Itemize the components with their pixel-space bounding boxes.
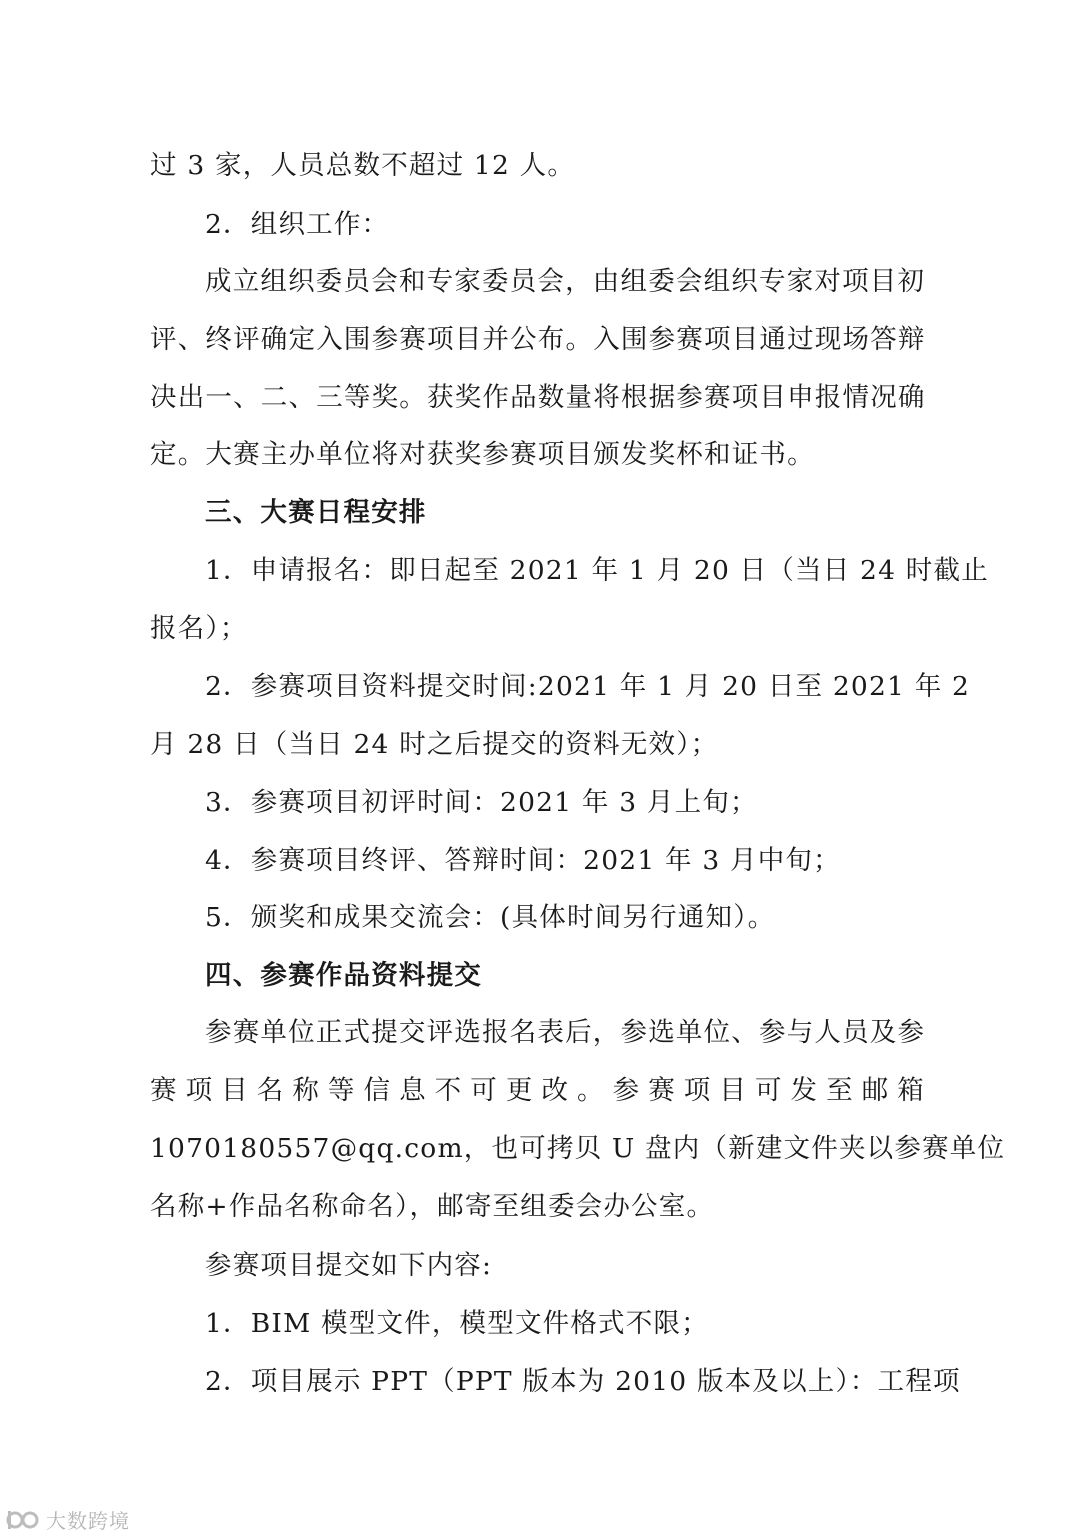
paragraph-line: 评、终评确定入围参赛项目并公布。入围参赛项目通过现场答辩: [150, 324, 926, 355]
schedule-item: 4．参赛项目终评、答辩时间：2021 年 3 月中旬；: [205, 845, 841, 876]
section-item-organization: 2．组织工作：: [205, 209, 390, 240]
watermark: [6, 1505, 130, 1534]
watermark-logo-icon: [6, 1507, 42, 1533]
paragraph-line: 参赛项目提交如下内容:: [205, 1250, 493, 1281]
schedule-item-continuation: 报名）；: [150, 613, 248, 644]
section-heading-schedule: 三、大赛日程安排: [205, 497, 427, 528]
schedule-item: 3．参赛项目初评时间：2021 年 3 月上旬；: [205, 787, 758, 818]
paragraph-line: 定。大赛主办单位将对获奖参赛项目颁发奖杯和证书。: [150, 439, 815, 470]
paragraph-line: 参赛单位正式提交评选报名表后，参选单位、参与人员及参: [205, 1017, 926, 1048]
schedule-item: 2．参赛项目资料提交时间:2021 年 1 月 20 日至 2021 年 2: [205, 671, 971, 702]
submission-item: 1．BIM 模型文件，模型文件格式不限；: [205, 1308, 709, 1339]
paragraph-line: 决出一、二、三等奖。获奖作品数量将根据参赛项目申报情况确: [150, 382, 926, 413]
schedule-item-continuation: 月 28 日（当日 24 时之后提交的资料无效）；: [150, 729, 719, 760]
submission-item: 2．项目展示 PPT（PPT 版本为 2010 版本及以上）：工程项: [205, 1366, 961, 1397]
section-heading-submission: 四、参赛作品资料提交: [205, 960, 482, 991]
paragraph-line: 名称+作品名称命名），邮寄至组委会办公室。: [150, 1191, 715, 1222]
paragraph-line: 过 3 家，人员总数不超过 12 人。: [150, 150, 576, 181]
schedule-item: 5．颁奖和成果交流会：(具体时间另行通知）。: [205, 902, 776, 933]
paragraph-line: 成立组织委员会和专家委员会，由组委会组织专家对项目初: [205, 266, 926, 297]
paragraph-line: 赛项目名称等信息不可更改。参赛项目可发至邮箱: [150, 1075, 925, 1106]
watermark-text: 大数跨境: [46, 1509, 130, 1533]
paragraph-line: 1070180557@qq.com，也可拷贝 U 盘内（新建文件夹以参赛单位: [150, 1133, 1006, 1164]
schedule-item: 1．申请报名：即日起至 2021 年 1 月 20 日（当日 24 时截止: [205, 555, 989, 586]
